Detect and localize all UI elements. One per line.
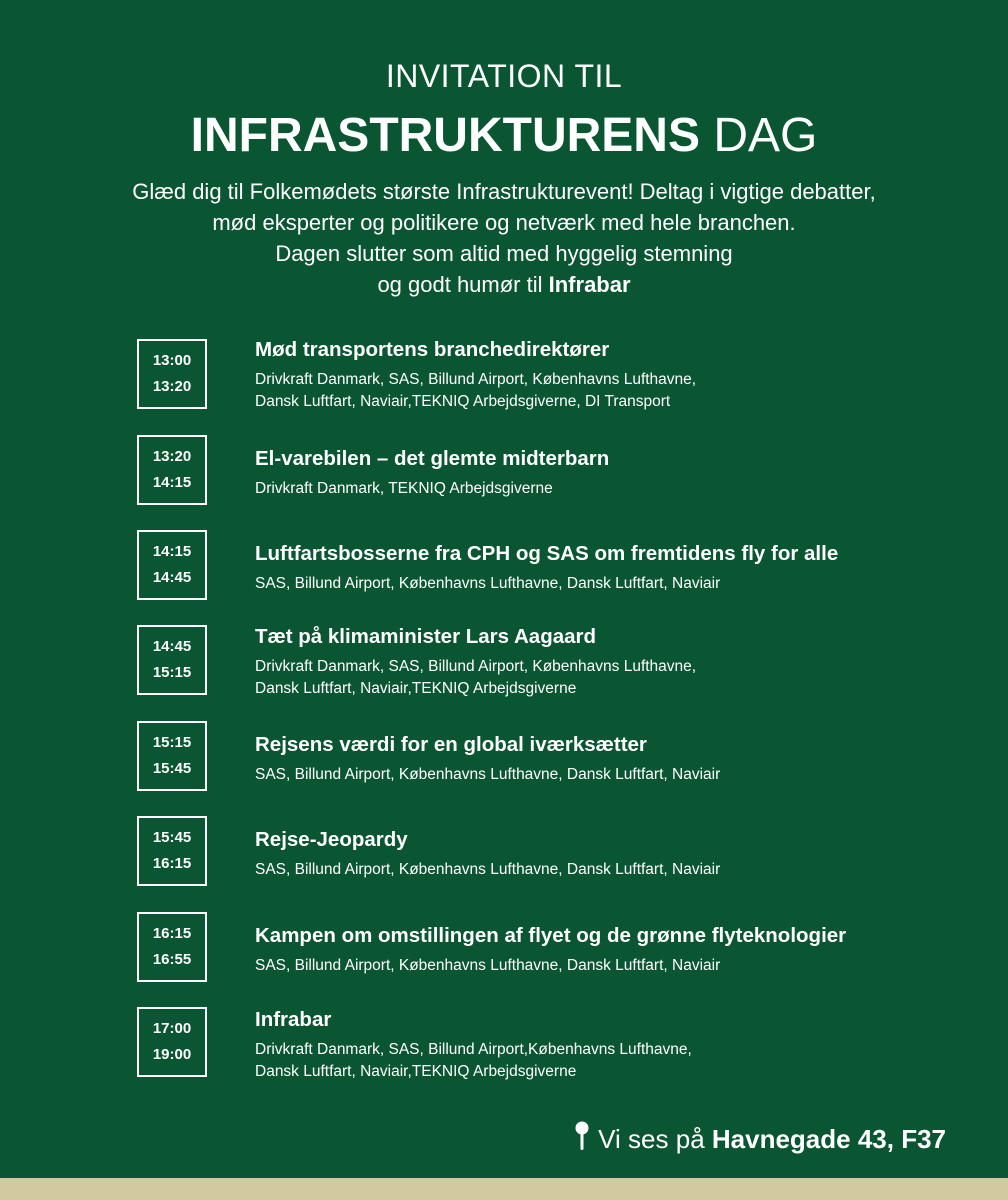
item-description-line: Drivkraft Danmark, SAS, Billund Airport,Københavns Lufthavne, bbox=[255, 1041, 692, 1058]
intro-last-prefix: og godt humør til bbox=[377, 272, 549, 297]
intro-line: Dagen slutter som altid med hyggelig stemning bbox=[275, 241, 733, 266]
schedule-item-text bbox=[255, 446, 955, 500]
item-description bbox=[255, 955, 955, 977]
item-description-line: Dansk Luftfart, Naviair,TEKNIQ Arbejdsgiverne bbox=[255, 680, 577, 697]
item-description bbox=[255, 478, 955, 500]
main-title-light: DAG bbox=[713, 109, 818, 162]
schedule-item-text bbox=[255, 624, 955, 700]
end-time: 15:15 bbox=[152, 664, 192, 681]
time-box bbox=[137, 912, 207, 982]
time-box bbox=[137, 530, 207, 600]
item-title: Luftfartsbosserne fra CPH og SAS om fremtidens fly for alle bbox=[255, 542, 839, 565]
item-description-line: Drivkraft Danmark, SAS, Billund Airport, Københavns Lufthavne, bbox=[255, 658, 697, 675]
item-description-line: SAS, Billund Airport, Københavns Lufthavne, Dansk Luftfart, Naviair bbox=[255, 861, 721, 878]
intro-line: mød eksperter og politikere og netværk med hele branchen. bbox=[212, 210, 796, 235]
time-box bbox=[137, 625, 207, 695]
item-title: Tæt på klimaminister Lars Aagaard bbox=[255, 625, 597, 648]
time-box bbox=[137, 339, 207, 409]
main-title-bold: INFRASTRUKTURENS bbox=[190, 109, 700, 162]
start-time: 15:15 bbox=[152, 734, 192, 751]
intro-line: Glæd dig til Folkemødets største Infrastrukturevent! Deltag i vigtige debatter, bbox=[132, 179, 876, 204]
schedule-item-text bbox=[255, 732, 955, 786]
item-title: Kampen om omstillingen af flyet og de grønne flyteknologier bbox=[255, 924, 847, 947]
item-description-line: SAS, Billund Airport, Københavns Lufthavne, Dansk Luftfart, Naviair bbox=[255, 575, 721, 592]
end-time: 14:15 bbox=[152, 474, 192, 491]
item-description-line: Drivkraft Danmark, TEKNIQ Arbejdsgiverne bbox=[255, 480, 553, 497]
location-address: Havnegade 43, F37 bbox=[711, 1124, 946, 1154]
start-time: 14:45 bbox=[152, 638, 192, 655]
end-time: 14:45 bbox=[152, 569, 192, 586]
schedule-item-text bbox=[255, 1007, 955, 1083]
item-description-line: SAS, Billund Airport, Københavns Lufthavne, Dansk Luftfart, Naviair bbox=[255, 766, 721, 783]
start-time: 14:15 bbox=[152, 543, 192, 560]
footer-band bbox=[0, 1178, 1008, 1200]
start-time: 15:45 bbox=[152, 829, 192, 846]
time-box bbox=[137, 721, 207, 791]
time-box bbox=[137, 816, 207, 886]
pre-title: INVITATION TIL bbox=[385, 58, 623, 94]
item-title: Infrabar bbox=[255, 1008, 332, 1031]
item-description-line: Dansk Luftfart, Naviair,TEKNIQ Arbejdsgiverne, DI Transport bbox=[255, 393, 671, 410]
item-title: Rejsens værdi for en global iværksætter bbox=[255, 733, 647, 756]
location-prefix: Vi ses på bbox=[598, 1124, 712, 1154]
schedule-item-text bbox=[255, 337, 955, 413]
item-description-line: SAS, Billund Airport, Københavns Lufthavne, Dansk Luftfart, Naviair bbox=[255, 957, 721, 974]
item-title: Rejse-Jeopardy bbox=[255, 828, 408, 851]
map-pin-icon bbox=[574, 1121, 590, 1151]
item-description bbox=[255, 369, 955, 413]
item-description bbox=[255, 573, 955, 595]
end-time: 13:20 bbox=[152, 378, 192, 395]
schedule-item-text bbox=[255, 541, 955, 595]
item-description-line: Drivkraft Danmark, SAS, Billund Airport, Københavns Lufthavne, bbox=[255, 371, 697, 388]
item-description bbox=[255, 764, 955, 786]
end-time: 15:45 bbox=[152, 760, 192, 777]
item-description-line: Dansk Luftfart, Naviair,TEKNIQ Arbejdsgiverne bbox=[255, 1063, 577, 1080]
end-time: 19:00 bbox=[152, 1046, 192, 1063]
item-title: Mød transportens branchedirektører bbox=[255, 338, 610, 361]
time-box bbox=[137, 435, 207, 505]
schedule-item-text bbox=[255, 827, 955, 881]
item-title: El-varebilen – det glemte midterbarn bbox=[255, 447, 610, 470]
item-description bbox=[255, 859, 955, 881]
start-time: 17:00 bbox=[152, 1020, 192, 1037]
item-description bbox=[255, 656, 955, 700]
location-line bbox=[574, 1122, 946, 1156]
start-time: 13:00 bbox=[152, 352, 192, 369]
schedule-item-text bbox=[255, 923, 955, 977]
intro-infrabar: Infrabar bbox=[548, 272, 631, 297]
time-box bbox=[137, 1007, 207, 1077]
start-time: 16:15 bbox=[152, 925, 192, 942]
item-description bbox=[255, 1039, 955, 1083]
end-time: 16:55 bbox=[152, 951, 192, 968]
end-time: 16:15 bbox=[152, 855, 192, 872]
start-time: 13:20 bbox=[152, 448, 192, 465]
